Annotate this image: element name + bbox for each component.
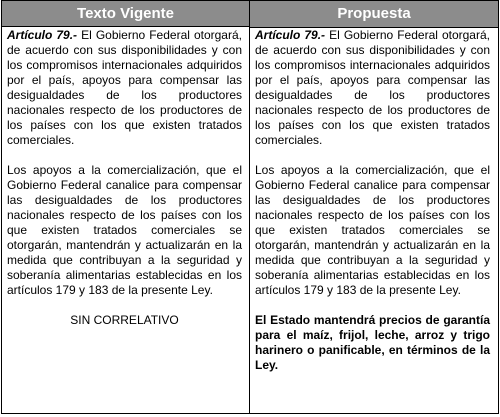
no-correlative-label: SIN CORRELATIVO bbox=[70, 313, 179, 327]
current-text-column bbox=[7, 28, 242, 328]
current-support-paragraph: Los apoyos a la comercialización, que el Gobierno Federal canalice para compensar las desigualdades de los productores nacionales respecto de los países con los que existen tratados comerciales se otorgarán, mantendrán y actualizarán en la medida que contribuyan a la seguridad y soberanía alimentarias establecidas en los artículos 179 y 183 de la presente Ley. bbox=[7, 163, 242, 297]
proposal-article-paragraph bbox=[255, 28, 490, 148]
proposal-column bbox=[255, 28, 490, 385]
column-divider bbox=[249, 27, 250, 413]
comparison-table bbox=[1, 0, 499, 414]
proposal-new-paragraph: El Estado mantendrá precios de garantía para el maíz, frijol, leche, arroz y trigo harinero o panificable, en términos de la Ley. bbox=[255, 313, 490, 372]
header-current-text: Texto Vigente bbox=[2, 1, 250, 27]
header-proposal: Propuesta bbox=[250, 1, 498, 28]
proposal-article-label: Artículo 79.- bbox=[255, 28, 326, 42]
current-article-text: El Gobierno Federal otorgará, de acuerdo con sus disponibilidades y con los compromisos internacionales adquiridos por el país, apoyos para compensar las desigualdades de los productores nacionales respecto de los productores de los países con los que existen tratados comerciales. bbox=[7, 28, 242, 147]
proposal-support-paragraph: Los apoyos a la comercialización, que el Gobierno Federal canalice para compensar las desigualdades de los productores nacionales respecto de los países con los que existen tratados comerciales se otorgarán, mantendrán y actualizarán en la medida que contribuyan a la seguridad y soberanía alimentarias establecidas en los artículos 179 y 183 de la presente Ley. bbox=[255, 163, 490, 297]
current-article-paragraph bbox=[7, 28, 242, 148]
proposal-article-text: El Gobierno Federal otorgará, de acuerdo con sus disponibilidades y con los compromisos internacionales adquiridos por el país, apoyos para compensar las desigualdades de los productores nacionales respecto de los productores de los países con los que existen tratados comerciales. bbox=[255, 28, 490, 147]
current-article-label: Artículo 79.- bbox=[7, 28, 78, 42]
